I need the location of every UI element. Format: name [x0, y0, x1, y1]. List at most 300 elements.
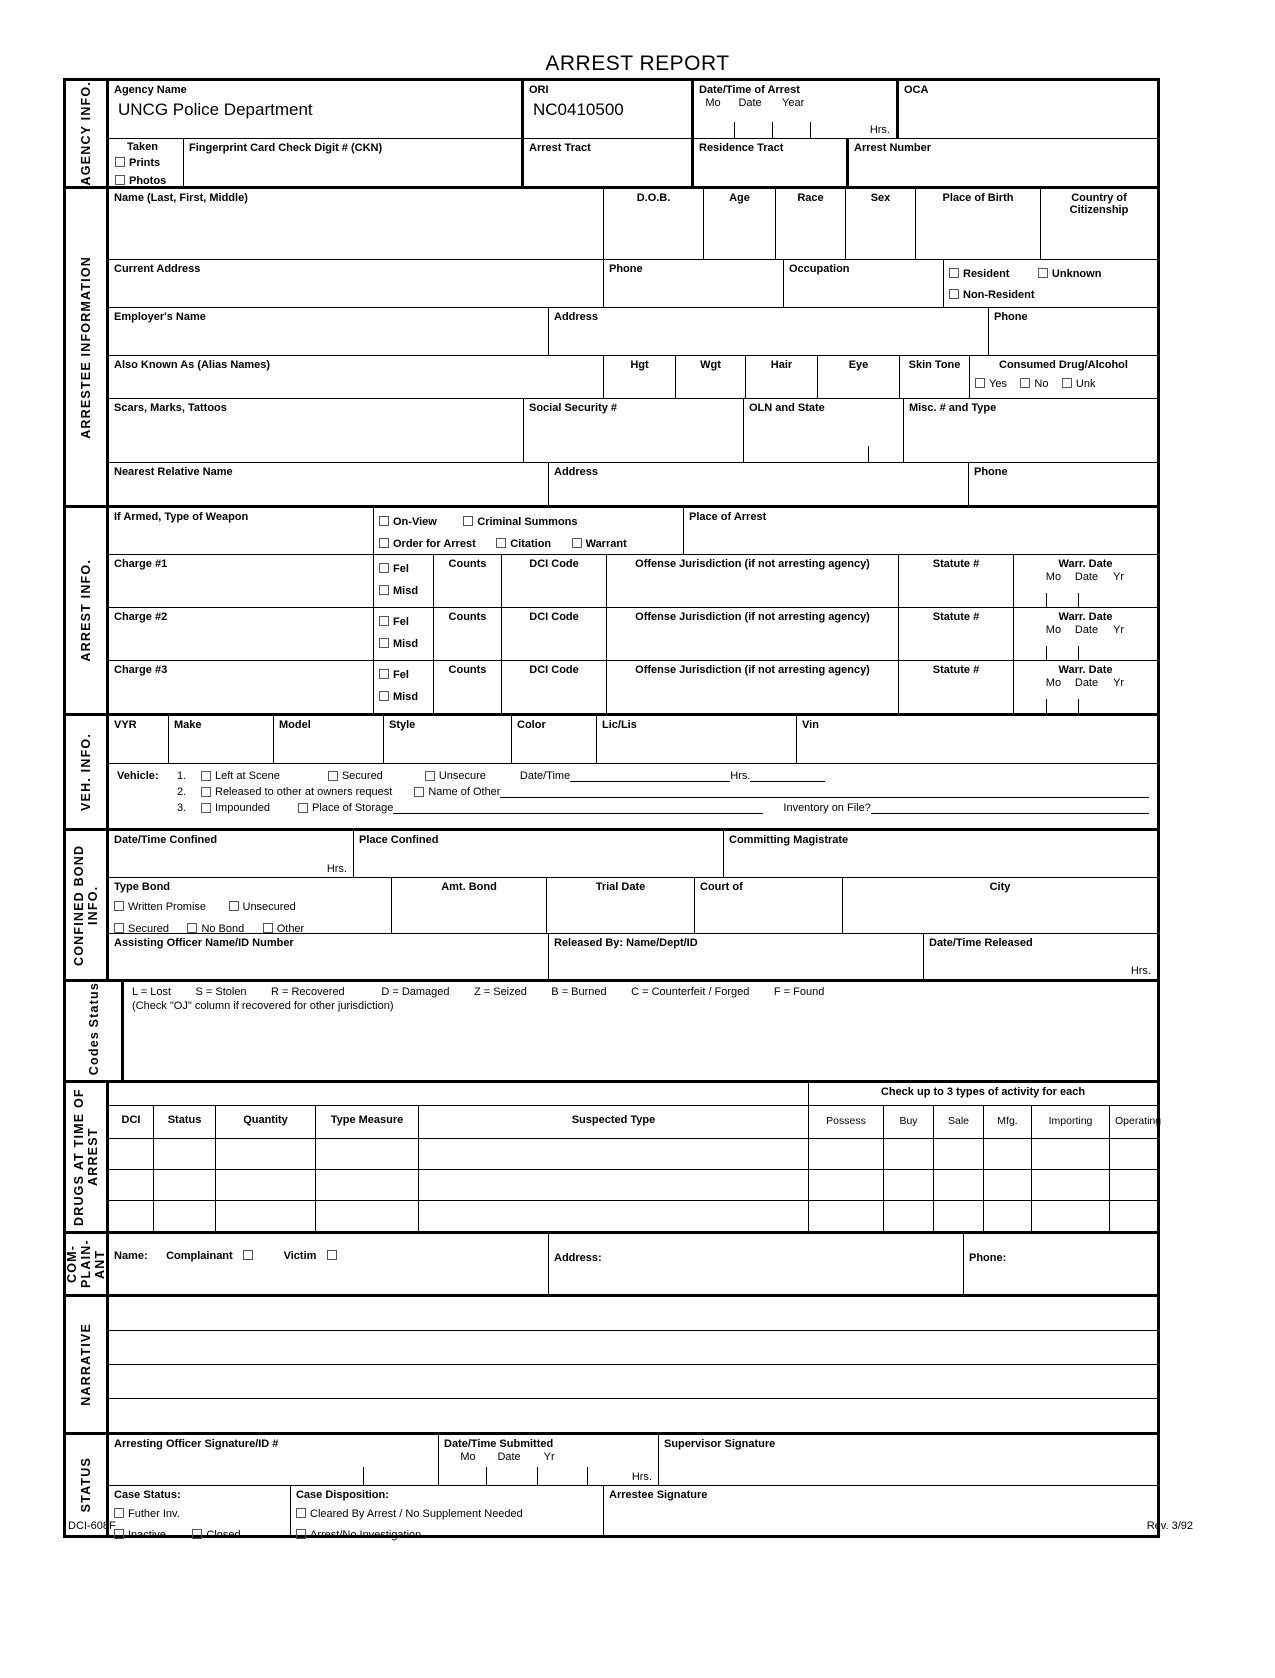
drugs-r3-mfg[interactable]	[984, 1201, 1032, 1231]
relative-name-label: Nearest Relative Name	[114, 466, 233, 478]
charge2-field[interactable]	[109, 608, 374, 660]
charge1-statute-field[interactable]	[899, 555, 1014, 607]
drugs-sale-header	[934, 1106, 984, 1138]
bond-other-checkbox[interactable]	[263, 923, 273, 933]
drugs-r3-dci[interactable]	[109, 1201, 154, 1231]
non-resident-checkbox[interactable]	[949, 289, 959, 299]
arrest-tract-field[interactable]	[524, 139, 694, 186]
charge1-fel-checkbox[interactable]	[379, 563, 389, 573]
residency-row-1[interactable]	[949, 264, 1152, 282]
ckn-field[interactable]	[184, 139, 524, 186]
drugs-data-row-3[interactable]	[109, 1201, 1157, 1231]
drugs-r1-suspected-type[interactable]	[419, 1139, 809, 1169]
charge2-warr-date-field[interactable]	[1014, 608, 1157, 660]
inventory-on-file-input[interactable]	[871, 802, 1149, 814]
vehicle-datetime-input[interactable]	[570, 770, 730, 782]
drugs-r1-operating[interactable]	[1110, 1139, 1157, 1169]
mo-label: Mo	[705, 97, 721, 109]
charge2-fel-row[interactable]	[379, 612, 428, 630]
vehicle-disposition-line-2[interactable]	[117, 782, 1149, 798]
charge2-warr-date-label: Warr. Date	[1058, 611, 1113, 623]
charge2-class-group	[374, 608, 434, 660]
case-disposition-row-1[interactable]	[296, 1501, 598, 1522]
drugs-r3-type-measure[interactable]	[316, 1201, 419, 1231]
place-of-birth-field[interactable]	[916, 189, 1041, 259]
charge1-jurisdiction-field[interactable]	[607, 555, 899, 607]
agency-name-label: Agency Name	[114, 84, 187, 96]
charge3-fel-label: Fel	[393, 669, 409, 681]
vyr-label: VYR	[114, 719, 137, 731]
vehicle-disposition-line-3[interactable]	[117, 798, 1149, 814]
submitted-divider-3	[587, 1467, 588, 1485]
drugs-operating-header	[1110, 1106, 1162, 1138]
supervisor-signature-field[interactable]	[659, 1435, 1157, 1485]
residency-row-2[interactable]	[949, 282, 1152, 303]
drugs-r2-possess[interactable]	[809, 1170, 884, 1200]
narrative-line-3-cell[interactable]	[109, 1365, 1157, 1398]
drugs-r1-possess[interactable]	[809, 1139, 884, 1169]
ckn-label: Fingerprint Card Check Digit # (CKN)	[189, 142, 383, 154]
drugs-r3-quantity[interactable]	[216, 1201, 316, 1231]
charge1-fel-row[interactable]	[379, 559, 428, 577]
charge3-jurisdiction-field[interactable]	[607, 661, 899, 713]
agency-name-field[interactable]	[109, 81, 524, 138]
eye-field[interactable]	[818, 356, 900, 398]
eye-label: Eye	[848, 359, 869, 371]
sex-field[interactable]	[846, 189, 916, 259]
misc-number-field[interactable]	[904, 399, 1157, 462]
charge2-label: Charge #2	[114, 611, 168, 623]
residence-tract-label: Residence Tract	[699, 142, 784, 154]
arrestee-phone-field[interactable]	[604, 260, 784, 307]
narrative-line-4[interactable]	[109, 1399, 1157, 1432]
charge3-counts-label: Counts	[448, 664, 487, 676]
submitted-date-label: Date	[497, 1450, 521, 1463]
case-status-field	[109, 1486, 291, 1541]
status-codes-section-label	[66, 982, 121, 1080]
charge3-jurisdiction-label: Offense Jurisdiction (if not arresting agency)	[635, 664, 870, 676]
narrative-line-3[interactable]	[109, 1365, 1157, 1399]
complainant-phone-field[interactable]	[964, 1234, 1157, 1294]
employer-name-field[interactable]	[109, 308, 549, 355]
datetime-of-arrest-field[interactable]	[694, 81, 899, 138]
inventory-on-file-label: Inventory on File?	[783, 802, 871, 814]
drugs-r1-buy[interactable]	[884, 1139, 934, 1169]
year-label: Year	[782, 97, 805, 109]
make-field[interactable]	[169, 716, 274, 763]
agency-info-section-label	[66, 81, 109, 186]
type-bond-field	[109, 878, 392, 933]
charge3-warr-divider-1	[1046, 699, 1047, 713]
non-resident-label: Non-Resident	[963, 289, 1035, 301]
impounded-checkbox[interactable]	[201, 803, 211, 813]
released-to-other-label: Released to other at owners request	[215, 786, 393, 798]
left-at-scene-checkbox[interactable]	[201, 771, 211, 781]
committing-magistrate-field[interactable]	[724, 831, 1157, 877]
complainant-phone-label: Phone:	[969, 1251, 1007, 1264]
charge-row-3	[109, 661, 1157, 713]
arrestee-signature-field[interactable]	[604, 1486, 1157, 1535]
model-field[interactable]	[274, 716, 384, 763]
arresting-officer-field[interactable]	[109, 1435, 439, 1485]
charge2-counts-label: Counts	[448, 611, 487, 623]
vin-field[interactable]	[797, 716, 1157, 763]
country-citizenship-field[interactable]	[1041, 189, 1157, 259]
charge3-warr-parts	[1019, 676, 1152, 689]
drugs-r2-suspected-type[interactable]	[419, 1170, 809, 1200]
vehicle-hrs-input[interactable]	[750, 770, 825, 782]
charge1-statute-label: Statute #	[932, 558, 980, 570]
relative-name-field[interactable]	[109, 463, 549, 505]
drugs-type-measure-header	[316, 1106, 419, 1138]
complainant-address-label: Address:	[554, 1251, 602, 1264]
drugs-r3-buy[interactable]	[884, 1201, 934, 1231]
drugs-importing-label: Importing	[1048, 1114, 1093, 1127]
charge1-warr-date-field[interactable]	[1014, 555, 1157, 607]
drugs-r1-dci[interactable]	[109, 1139, 154, 1169]
confined-hrs-label: Hrs.	[326, 863, 347, 875]
charge3-warr-date-field[interactable]	[1014, 661, 1157, 713]
vehicle-secured-label: Secured	[341, 770, 383, 782]
citation-label: Citation	[510, 538, 552, 550]
residency-group	[944, 260, 1157, 307]
drugs-r3-importing[interactable]	[1032, 1201, 1110, 1231]
arrest-hrs-label: Hrs.	[869, 124, 890, 136]
charge3-class-group	[374, 661, 434, 713]
written-promise-checkbox[interactable]	[114, 901, 124, 911]
drugs-r2-quantity[interactable]	[216, 1170, 316, 1200]
vehicle-hrs-label: Hrs.	[730, 770, 751, 782]
charge1-misd-checkbox[interactable]	[379, 585, 389, 595]
consumed-unk-label: Unk	[1075, 378, 1096, 390]
drugs-r2-mfg[interactable]	[984, 1170, 1032, 1200]
charge2-date-label: Date	[1074, 624, 1099, 636]
datetime-confined-field[interactable]	[109, 831, 354, 877]
unknown-checkbox[interactable]	[1038, 268, 1048, 278]
charge-row-2	[109, 608, 1157, 661]
section-vehicle-info	[66, 716, 1157, 831]
charge2-misd-row[interactable]	[379, 630, 428, 652]
drugs-r1-sale[interactable]	[934, 1139, 984, 1169]
vin-label: Vin	[802, 719, 819, 731]
relative-address-field[interactable]	[549, 463, 969, 505]
charge3-statute-field[interactable]	[899, 661, 1014, 713]
order-for-arrest-checkbox[interactable]	[379, 538, 389, 548]
color-field[interactable]	[512, 716, 597, 763]
charge2-yr-label: Yr	[1113, 624, 1125, 636]
ori-field[interactable]	[524, 81, 694, 138]
confined-row-officers	[109, 934, 1157, 979]
narrative-line-2-cell[interactable]	[109, 1331, 1157, 1364]
complainant-name-field[interactable]	[109, 1234, 549, 1294]
relative-phone-field[interactable]	[969, 463, 1157, 505]
bond-unsecured-checkbox[interactable]	[229, 901, 239, 911]
criminal-summons-checkbox[interactable]	[463, 516, 473, 526]
occupation-label: Occupation	[789, 263, 850, 275]
residence-tract-field[interactable]	[694, 139, 849, 186]
prints-checkbox[interactable]	[115, 157, 125, 167]
released-hrs-label: Hrs.	[1130, 965, 1151, 977]
committing-magistrate-label: Committing Magistrate	[729, 834, 849, 846]
charge3-fel-checkbox[interactable]	[379, 669, 389, 679]
drugs-data-row-2[interactable]	[109, 1170, 1157, 1201]
drugs-data-row-1[interactable]	[109, 1139, 1157, 1170]
charge3-yr-label: Yr	[1113, 677, 1125, 689]
drugs-r3-operating[interactable]	[1110, 1201, 1157, 1231]
skin-tone-label: Skin Tone	[908, 359, 961, 371]
section-status	[66, 1435, 1157, 1541]
country-label-line1: Country of	[1071, 192, 1127, 204]
vehicle-datetime-label: Date/Time	[519, 770, 571, 782]
occupation-field[interactable]	[784, 260, 944, 307]
complainant-checkbox[interactable]	[243, 1250, 253, 1260]
oln-field[interactable]	[744, 399, 904, 462]
drugs-r2-buy[interactable]	[884, 1170, 934, 1200]
complainant-row	[109, 1234, 1157, 1294]
place-confined-field[interactable]	[354, 831, 724, 877]
charge1-misd-row[interactable]	[379, 577, 428, 599]
drugs-r2-type-measure[interactable]	[316, 1170, 419, 1200]
ssn-field[interactable]	[524, 399, 744, 462]
prints-label: Prints	[129, 157, 161, 169]
citation-checkbox[interactable]	[496, 538, 506, 548]
section-arrest-info	[66, 508, 1157, 716]
aka-field[interactable]	[109, 356, 604, 398]
wgt-field[interactable]	[676, 356, 746, 398]
charge1-label: Charge #1	[114, 558, 168, 570]
misc-label: Misc. # and Type	[909, 402, 997, 414]
name-of-other-label: Name of Other	[428, 786, 501, 798]
charge2-warr-divider-1	[1046, 646, 1047, 660]
narrative-line-2[interactable]	[109, 1331, 1157, 1365]
charge2-counts-field[interactable]	[434, 608, 502, 660]
vyr-field[interactable]	[109, 716, 169, 763]
criminal-summons-label: Criminal Summons	[477, 516, 578, 528]
released-by-field[interactable]	[549, 934, 924, 979]
drugs-r2-importing[interactable]	[1032, 1170, 1110, 1200]
drugs-r2-operating[interactable]	[1110, 1170, 1157, 1200]
form-number: DCI-608F	[68, 1520, 116, 1532]
place-of-arrest-label: Place of Arrest	[689, 511, 767, 523]
race-field[interactable]	[776, 189, 846, 259]
submitted-divider-1	[486, 1467, 487, 1485]
charge1-counts-field[interactable]	[434, 555, 502, 607]
complainant-label-text: COM- PLAIN- ANT	[65, 1239, 107, 1289]
charge3-counts-field[interactable]	[434, 661, 502, 713]
victim-checkbox[interactable]	[327, 1250, 337, 1260]
consumed-drug-alcohol-field	[970, 356, 1157, 398]
hair-label: Hair	[770, 359, 793, 371]
name-field[interactable]	[109, 189, 604, 259]
no-bond-label: No Bond	[201, 923, 245, 935]
oln-state-divider	[868, 446, 869, 462]
vehicle-unsecure-checkbox[interactable]	[425, 771, 435, 781]
photos-checkbox[interactable]	[115, 175, 125, 185]
charge2-misd-label: Misd	[393, 638, 419, 650]
charge2-misd-checkbox[interactable]	[379, 638, 389, 648]
drugs-status-label: Status	[167, 1113, 202, 1126]
hair-field[interactable]	[746, 356, 818, 398]
arrest-type-row-2[interactable]	[379, 530, 678, 552]
consumed-yes-label: Yes	[989, 378, 1007, 390]
drugs-possess-header	[809, 1106, 884, 1138]
case-disposition-row-2[interactable]	[296, 1522, 598, 1543]
narrative-line-1-cell[interactable]	[109, 1297, 1157, 1330]
arrest-tract-label: Arrest Tract	[529, 142, 591, 154]
further-inv-checkbox[interactable]	[114, 1508, 124, 1518]
charge2-dci-field[interactable]	[502, 608, 607, 660]
drugs-r2-status[interactable]	[154, 1170, 216, 1200]
case-status-row-1[interactable]	[114, 1501, 285, 1522]
lic-field[interactable]	[597, 716, 797, 763]
make-label: Make	[174, 719, 202, 731]
drugs-r1-importing[interactable]	[1032, 1139, 1110, 1169]
resident-checkbox[interactable]	[949, 268, 959, 278]
charge3-misd-row[interactable]	[379, 683, 428, 705]
drugs-r1-mfg[interactable]	[984, 1139, 1032, 1169]
arrestee-row-aka	[109, 356, 1157, 399]
trial-date-field[interactable]	[547, 878, 695, 933]
weapon-field[interactable]	[109, 508, 374, 554]
drugs-column-header-row	[109, 1106, 1162, 1139]
employer-address-field[interactable]	[549, 308, 989, 355]
charge2-statute-field[interactable]	[899, 608, 1014, 660]
drugs-possess-label: Possess	[826, 1114, 866, 1127]
cleared-by-arrest-checkbox[interactable]	[296, 1508, 306, 1518]
charge1-date-label: Date	[1074, 571, 1099, 583]
wgt-label: Wgt	[700, 359, 721, 371]
closed-checkbox[interactable]	[192, 1529, 202, 1539]
narrative-line-4-cell[interactable]	[109, 1399, 1157, 1432]
assisting-officer-field[interactable]	[109, 934, 549, 979]
dob-field[interactable]	[604, 189, 704, 259]
skin-tone-field[interactable]	[900, 356, 970, 398]
place-of-birth-label: Place of Birth	[942, 192, 1014, 204]
no-bond-checkbox[interactable]	[187, 923, 197, 933]
arrestee-phone-label: Phone	[609, 263, 643, 275]
charge1-class-group	[374, 555, 434, 607]
complainant-address-field[interactable]	[549, 1234, 964, 1294]
vehicle-line2-num: 2.	[177, 786, 187, 798]
arrestee-label-text: ARRESTEE INFORMATION	[79, 255, 93, 439]
charge3-dci-field[interactable]	[502, 661, 607, 713]
city-field[interactable]	[843, 878, 1157, 933]
complainant-option-label: Complainant	[166, 1249, 233, 1262]
drugs-r1-quantity[interactable]	[216, 1139, 316, 1169]
race-label: Race	[797, 192, 824, 204]
name-of-other-input[interactable]	[500, 786, 1149, 798]
place-of-storage-input[interactable]	[393, 802, 763, 814]
released-to-other-checkbox[interactable]	[201, 787, 211, 797]
drugs-r1-type-measure[interactable]	[316, 1139, 419, 1169]
arrest-row-weapon	[109, 508, 1157, 555]
photos-checkbox-row[interactable]	[115, 171, 179, 189]
consumed-unk-checkbox[interactable]	[1062, 378, 1072, 388]
charge1-warr-divider-1	[1046, 593, 1047, 607]
name-label: Name (Last, First, Middle)	[114, 192, 248, 204]
age-field[interactable]	[704, 189, 776, 259]
charge2-jurisdiction-field[interactable]	[607, 608, 899, 660]
oca-field[interactable]	[899, 81, 1157, 138]
closed-label: Closed	[206, 1528, 241, 1541]
status-case-row	[109, 1486, 1157, 1541]
amt-bond-field[interactable]	[392, 878, 547, 933]
on-view-checkbox[interactable]	[379, 516, 389, 526]
current-address-field[interactable]	[109, 260, 604, 307]
datetime-released-field[interactable]	[924, 934, 1157, 979]
consumed-yes-checkbox[interactable]	[975, 378, 985, 388]
court-of-field[interactable]	[695, 878, 843, 933]
charge3-fel-row[interactable]	[379, 665, 428, 683]
drugs-status-header	[154, 1106, 216, 1138]
arrest-type-row-1[interactable]	[379, 512, 678, 530]
submitted-date-parts	[444, 1450, 653, 1463]
arrest-no-investigation-checkbox[interactable]	[296, 1529, 306, 1539]
charge1-field[interactable]	[109, 555, 374, 607]
vehicle-disposition-line-1[interactable]	[117, 770, 1149, 782]
place-of-arrest-field[interactable]	[684, 508, 1157, 554]
charge2-warr-divider-2	[1078, 646, 1079, 660]
hgt-field[interactable]	[604, 356, 676, 398]
vehicle-line1-num: 1.	[177, 770, 187, 782]
case-status-row-2[interactable]	[114, 1522, 285, 1543]
court-of-label: Court of	[700, 881, 743, 893]
charge1-misd-label: Misd	[393, 585, 419, 597]
scars-field[interactable]	[109, 399, 524, 462]
datetime-submitted-field[interactable]	[439, 1435, 659, 1485]
charge2-fel-checkbox[interactable]	[379, 616, 389, 626]
name-of-other-checkbox[interactable]	[414, 787, 424, 797]
confined-row-bond	[109, 878, 1157, 934]
employer-phone-field[interactable]	[989, 308, 1157, 355]
warrant-checkbox[interactable]	[572, 538, 582, 548]
consumed-no-checkbox[interactable]	[1020, 378, 1030, 388]
prints-checkbox-row[interactable]	[115, 153, 179, 171]
narrative-line-1[interactable]	[109, 1297, 1157, 1331]
place-of-storage-checkbox[interactable]	[298, 803, 308, 813]
color-label: Color	[517, 719, 546, 731]
drugs-r3-suspected-type[interactable]	[419, 1201, 809, 1231]
drugs-r3-status[interactable]	[154, 1201, 216, 1231]
drugs-r2-dci[interactable]	[109, 1170, 154, 1200]
relative-address-label: Address	[554, 466, 599, 478]
bond-row-1[interactable]	[114, 893, 386, 915]
left-at-scene-label: Left at Scene	[215, 770, 280, 782]
drugs-suspected-type-label: Suspected Type	[571, 1113, 656, 1126]
section-narrative	[66, 1297, 1157, 1435]
agency-name-value: UNCG Police Department	[118, 100, 313, 119]
drugs-r2-sale[interactable]	[934, 1170, 984, 1200]
style-field[interactable]	[384, 716, 512, 763]
drugs-r3-sale[interactable]	[934, 1201, 984, 1231]
section-arrestee-information	[66, 189, 1157, 508]
vehicle-row-disposition	[109, 764, 1157, 828]
drugs-r1-status[interactable]	[154, 1139, 216, 1169]
charge1-dci-field[interactable]	[502, 555, 607, 607]
bond-secured-checkbox[interactable]	[114, 923, 124, 933]
consumed-options[interactable]	[972, 371, 1155, 392]
vehicle-secured-checkbox[interactable]	[328, 771, 338, 781]
vehicle-line3-num: 3.	[177, 802, 187, 814]
charge3-field[interactable]	[109, 661, 374, 713]
status-codes-label-text: Status Codes	[86, 982, 101, 1076]
drugs-r3-possess[interactable]	[809, 1201, 884, 1231]
drugs-operating-label: Operating	[1115, 1114, 1162, 1127]
charge1-fel-label: Fel	[393, 563, 409, 575]
arrest-number-field[interactable]	[849, 139, 1157, 186]
arrest-report-form	[63, 78, 1162, 1541]
charge3-misd-checkbox[interactable]	[379, 691, 389, 701]
